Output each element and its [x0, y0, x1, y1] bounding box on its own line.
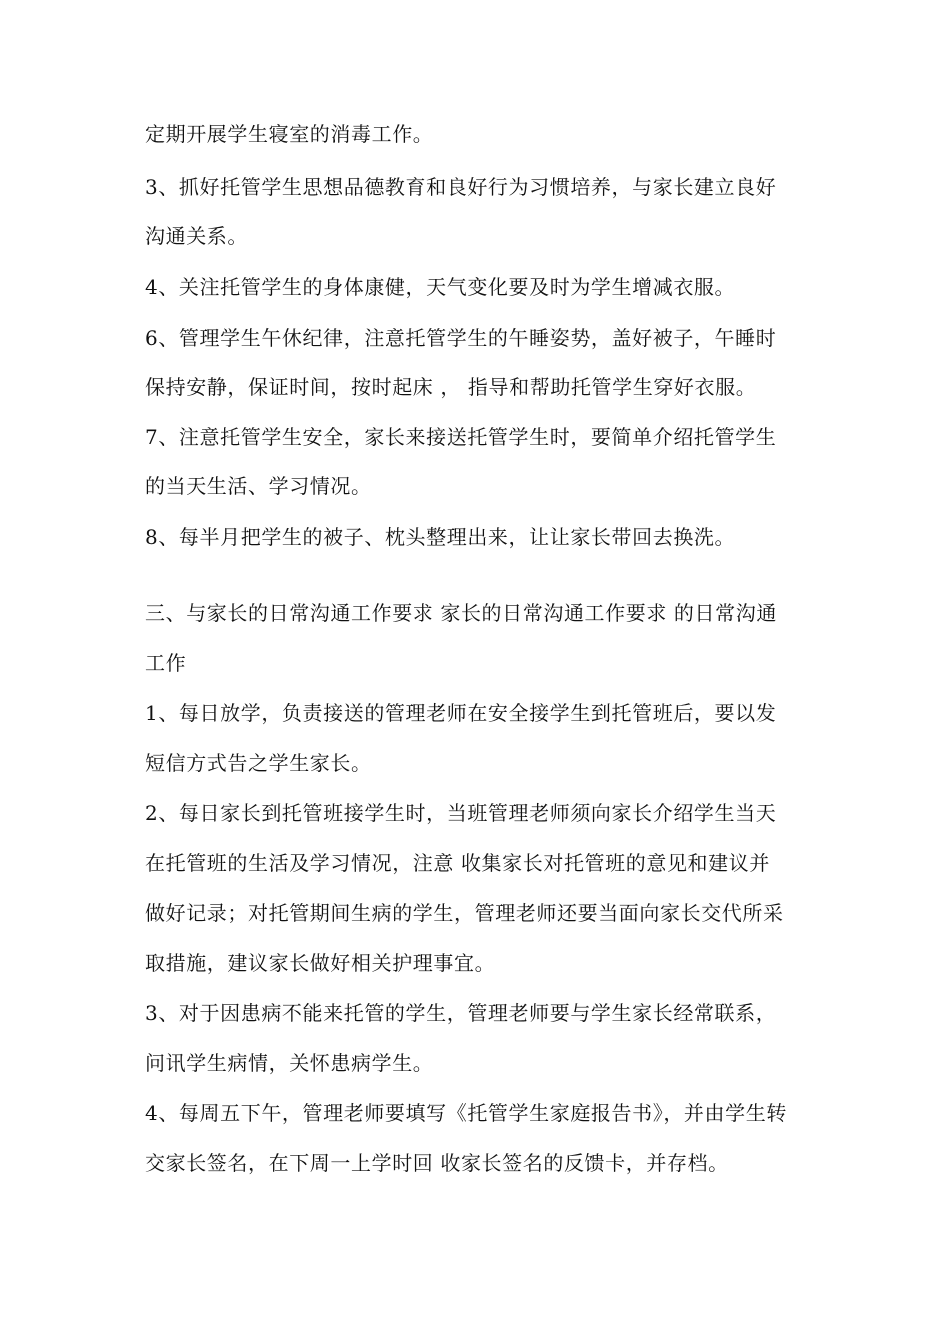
text-line-9: 8、每半月把学生的被子、枕头整理出来，让让家长带回去换洗。 [145, 525, 736, 549]
text-line-4: 4、关注托管学生的身体康健，天气变化要及时为学生增减衣服。 [145, 275, 736, 299]
text-line-20: 4、每周五下午，管理老师要填写《托管学生家庭报告书》，并由学生转 [145, 1101, 787, 1125]
text-line-14: 2、每日家长到托管班接学生时，当班管理老师须向家长介绍学生当天 [145, 801, 777, 825]
section-heading-cont: 工作 [145, 651, 187, 675]
text-line-17: 取措施，建议家长做好相关护理事宜。 [145, 951, 496, 975]
text-line-12: 1、每日放学，负责接送的管理老师在安全接学生到托管班后，要以发 [145, 701, 777, 725]
text-line-3: 沟通关系。 [145, 224, 248, 248]
text-line-6: 保持安静，保证时间，按时起床 ， 指导和帮助托管学生穿好衣服。 [145, 375, 757, 399]
text-line-8: 的当天生活、学习情况。 [145, 474, 372, 498]
text-line-18: 3、对于因患病不能来托管的学生，管理老师要与学生家长经常联系， [145, 1001, 777, 1025]
text-line-5: 6、管理学生午休纪律，注意托管学生的午睡姿势，盖好被子，午睡时 [145, 326, 777, 350]
text-line-15: 在托管班的生活及学习情况，注意 收集家长对托管班的意见和建议并 [145, 851, 770, 875]
text-line-16: 做好记录；对托管期间生病的学生，管理老师还要当面向家长交代所采 [145, 901, 784, 925]
text-line-2: 3、抓好托管学生思想品德教育和良好行为习惯培养，与家长建立良好 [145, 175, 777, 199]
text-line-13: 短信方式告之学生家长。 [145, 751, 372, 775]
text-line-21: 交家长签名，在下周一上学时回 收家长签名的反馈卡，并存档。 [145, 1151, 729, 1175]
text-line-19: 问讯学生病情，关怀患病学生。 [145, 1051, 434, 1075]
section-heading: 三、与家长的日常沟通工作要求 家长的日常沟通工作要求 的日常沟通 [145, 601, 777, 625]
text-line-7: 7、注意托管学生安全，家长来接送托管学生时，要简单介绍托管学生 [145, 425, 777, 449]
text-line-1: 定期开展学生寝室的消毒工作。 [145, 122, 434, 146]
